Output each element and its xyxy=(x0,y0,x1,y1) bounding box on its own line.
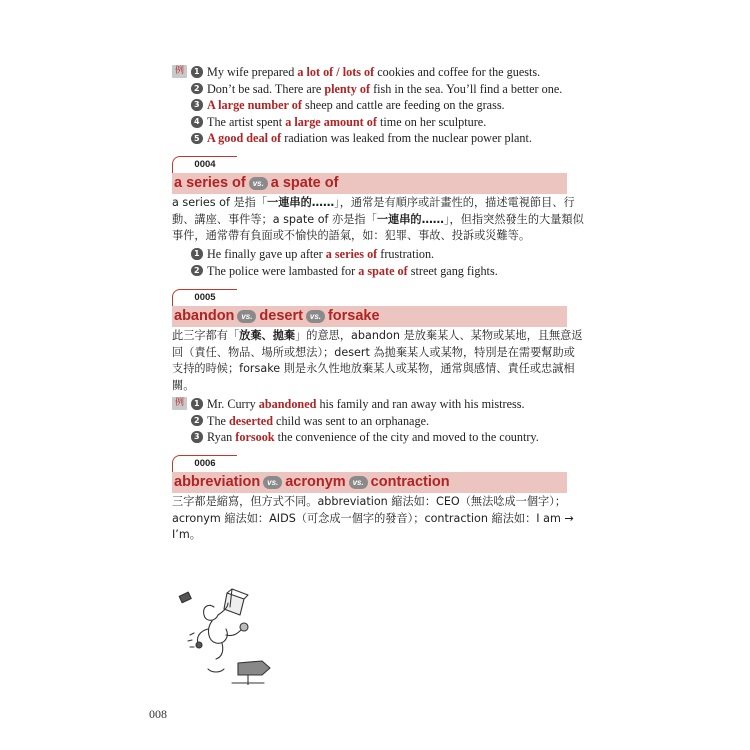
sentence-text: The xyxy=(207,413,229,428)
emphasized-meaning: 一連串的…… xyxy=(376,212,444,226)
cartoon-figure-with-signpost-icon xyxy=(172,585,277,685)
explanation-text: 支持的時候；forsake 則是永久性地放棄某人或某物，通常與感情、責任或忠誠相 xyxy=(172,362,575,376)
explanation-text: a series of 是指「 xyxy=(172,196,268,209)
example-number-badge: 5 xyxy=(191,133,203,145)
sentence-text: street gang fights. xyxy=(407,263,498,278)
highlighted-phrase: deserted xyxy=(229,413,273,428)
example-sentence xyxy=(207,246,434,263)
entry-term: contraction xyxy=(370,474,450,490)
explanation-line xyxy=(172,345,575,362)
example-sentence xyxy=(207,114,486,131)
highlighted-phrase: plenty of xyxy=(324,81,371,96)
top-examples xyxy=(172,64,572,147)
page-number: 008 xyxy=(149,707,167,721)
highlighted-phrase: abandoned xyxy=(258,397,317,411)
explanation-text: 」，通常是有順序或計畫性的，描述電視節目、行 xyxy=(334,196,575,209)
sentence-text: cookies and coffee for the guests. xyxy=(374,65,541,79)
emphasized-meaning: 放棄、拋棄 xyxy=(239,329,296,342)
sentence-text: sheep and cattle are feeding on the grass. xyxy=(301,98,505,113)
vs-badge-icon: vs. xyxy=(249,177,268,190)
vs-badge-icon: vs. xyxy=(263,476,282,489)
explanation-line xyxy=(172,527,570,544)
example-sentence xyxy=(207,130,532,147)
explanation-line xyxy=(172,361,575,378)
sentence-text: frustration. xyxy=(377,247,435,261)
example-row xyxy=(172,64,572,81)
highlighted-phrase: forsook xyxy=(235,430,275,445)
entry-title xyxy=(174,306,380,327)
explanation-text: 」的意思，abandon 是放棄某人、某物或某地，且無意返 xyxy=(295,329,583,342)
emphasized-meaning: 一連串的…… xyxy=(267,196,335,209)
sentence-text: child was sent to an orphanage. xyxy=(273,413,430,428)
example-sentence xyxy=(207,413,429,430)
entry-title-bar xyxy=(172,306,567,327)
example-number-badge: 3 xyxy=(191,99,203,111)
highlighted-phrase: a large amount of xyxy=(285,114,377,129)
sentence-text: radiation was leaked from the nuclear power plant. xyxy=(281,131,532,146)
explanation-line xyxy=(172,511,574,528)
explanation-text: 」，但指突然發生的大量類似 xyxy=(443,212,584,226)
example-number-badge: 1 xyxy=(191,66,203,78)
explanation-line xyxy=(172,328,583,345)
entry-examples xyxy=(172,246,572,279)
example-tag-icon: 例 xyxy=(172,397,187,410)
example-number-badge: 4 xyxy=(191,116,203,128)
vs-badge-icon: vs. xyxy=(349,476,368,489)
entry-id-tab: 0005 xyxy=(172,289,237,306)
example-sentence xyxy=(207,81,562,98)
entry-explanation xyxy=(172,494,574,544)
entry-title xyxy=(174,472,450,493)
example-sentence xyxy=(207,64,540,81)
sentence-text: fish in the sea. You’ll find a better one. xyxy=(370,81,563,96)
vs-badge-icon: vs. xyxy=(306,310,325,323)
example-number-badge: 1 xyxy=(191,248,203,260)
entry-term: desert xyxy=(259,308,303,324)
entry-explanation xyxy=(172,195,584,245)
highlighted-phrase: a spate of xyxy=(358,263,408,278)
example-row xyxy=(172,130,572,147)
example-row xyxy=(172,246,572,263)
example-row xyxy=(172,396,572,413)
entry-id-tab: 0006 xyxy=(172,455,237,472)
example-number-badge: 2 xyxy=(191,415,203,427)
explanation-text: 事件，通常帶有負面或不愉快的語氣，如：犯罪、事故、投訴或災難等。 xyxy=(172,229,531,243)
entry-term: abbreviation xyxy=(174,474,261,490)
example-row xyxy=(172,114,572,131)
example-row xyxy=(172,97,572,114)
sentence-text: The artist spent xyxy=(207,114,286,129)
example-row xyxy=(172,81,572,98)
entry-header xyxy=(172,289,567,327)
entry-title-bar xyxy=(172,472,567,493)
example-sentence xyxy=(207,429,539,446)
explanation-line xyxy=(172,494,570,511)
explanation-text: 動、講座、事件等；a spate of 亦是指「 xyxy=(172,212,377,226)
sentence-text: Ryan xyxy=(207,430,236,445)
entry-explanation xyxy=(172,328,583,394)
example-row xyxy=(172,263,572,280)
example-sentence xyxy=(207,396,525,413)
sentence-text: The police were lambasted for xyxy=(207,263,359,278)
entry-term: abandon xyxy=(174,308,235,324)
example-row xyxy=(172,413,572,430)
entry-term: forsake xyxy=(327,308,380,324)
example-sentence xyxy=(207,97,505,114)
explanation-line xyxy=(172,228,570,245)
entry-term: a series of xyxy=(174,175,246,191)
example-number-badge: 1 xyxy=(191,398,203,410)
sentence-text: his family and ran away with his mistress. xyxy=(316,397,525,411)
entry-title xyxy=(174,173,338,194)
entry-header xyxy=(172,156,567,194)
highlighted-phrase: A large number of xyxy=(207,98,302,113)
entry-term: a spate of xyxy=(270,175,339,191)
highlighted-phrase: a series of xyxy=(325,247,378,261)
example-tag-icon: 例 xyxy=(172,65,187,78)
explanation-line xyxy=(172,195,575,212)
entry-id-tab: 0004 xyxy=(172,156,237,173)
explanation-text: 此三字都有「 xyxy=(172,329,240,342)
entry-header xyxy=(172,455,567,493)
example-number-badge: 3 xyxy=(191,431,203,443)
explanation-text: 三字都是縮寫，但方式不同。abbreviation 縮法如：CEO（無法唸成一個字）； xyxy=(172,495,567,508)
entry-title-bar xyxy=(172,173,567,194)
example-sentence xyxy=(207,263,498,280)
sentence-text: time on her sculpture. xyxy=(376,114,487,129)
highlighted-phrase: a lot of / lots of xyxy=(297,65,375,79)
explanation-text: 回（責任、物品、場所或想法）；desert 為拋棄某人或某物，特別是在需要幫助或 xyxy=(172,345,575,359)
example-number-badge: 2 xyxy=(191,265,203,277)
explanation-line xyxy=(172,212,584,229)
sentence-text: the convenience of the city and moved to the country. xyxy=(274,430,539,445)
vs-badge-icon: vs. xyxy=(237,310,256,323)
explanation-text: I’m。 xyxy=(172,528,201,542)
sentence-text: Don’t be sad. There are xyxy=(207,81,325,96)
entry-examples xyxy=(172,396,572,446)
highlighted-phrase: A good deal of xyxy=(207,131,282,146)
sentence-text: Mr. Curry xyxy=(207,397,259,411)
example-number-badge: 2 xyxy=(191,83,203,95)
explanation-text: 關。 xyxy=(172,378,195,392)
explanation-text: acronym 縮法如：AIDS（可念成一個字的發音）；contraction 縮法如：I am → xyxy=(172,511,574,525)
sentence-text: My wife prepared xyxy=(207,65,298,79)
sentence-text: He finally gave up after xyxy=(207,247,326,261)
entry-term: acronym xyxy=(285,474,346,490)
example-row xyxy=(172,429,572,446)
explanation-line xyxy=(172,378,570,395)
